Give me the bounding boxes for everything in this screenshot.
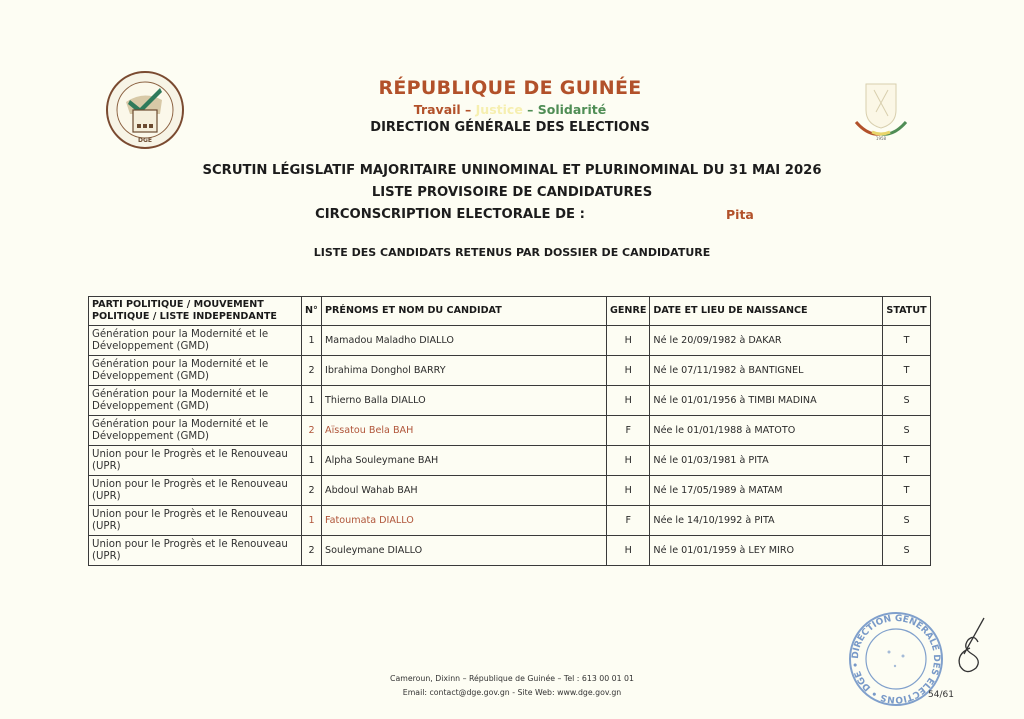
genre-cell: H (607, 476, 650, 506)
statut-cell: T (883, 326, 930, 356)
genre-cell: H (607, 446, 650, 476)
dge-ballot-box-logo-icon (104, 70, 186, 150)
candidate-name-cell: Abdoul Wahab BAH (322, 476, 607, 506)
genre-cell: F (607, 416, 650, 446)
candidate-name-cell: Aïssatou Bela BAH (322, 416, 607, 446)
column-header-name: PRÉNOMS ET NOM DU CANDIDAT (322, 297, 607, 326)
page-number: 54/61 (928, 690, 954, 700)
birth-cell: Né le 01/03/1981 à PITA (650, 446, 883, 476)
birth-cell: Né le 07/11/1982 à BANTIGNEL (650, 356, 883, 386)
statut-cell: T (883, 476, 930, 506)
birth-cell: Né le 20/09/1982 à DAKAR (650, 326, 883, 356)
column-header-party: PARTI POLITIQUE / MOUVEMENT POLITIQUE / LISTE INDEPENDANTE (89, 297, 302, 326)
election-title: SCRUTIN LÉGISLATIF MAJORITAIRE UNINOMINAL ET PLURINOMINAL DU 31 MAI 2026 (202, 163, 822, 178)
number-cell: 1 (302, 446, 322, 476)
genre-cell: F (607, 506, 650, 536)
letterhead (300, 76, 720, 137)
table-row (89, 386, 931, 416)
table-row (89, 476, 931, 506)
statut-cell: S (883, 536, 930, 566)
party-cell: Génération pour la Modernité et le Développement (GMD) (89, 356, 302, 386)
number-cell: 1 (302, 386, 322, 416)
number-cell: 2 (302, 536, 322, 566)
number-cell: 2 (302, 416, 322, 446)
statut-cell: S (883, 416, 930, 446)
birth-cell: Née le 14/10/1992 à PITA (650, 506, 883, 536)
birth-cell: Née le 01/01/1988 à MATOTO (650, 416, 883, 446)
table-row (89, 446, 931, 476)
footer-contact: Email: contact@dge.gov.gn - Site Web: www.dge.gov.gn (402, 688, 622, 697)
svg-text:DGE: DGE (137, 137, 153, 144)
genre-cell: H (607, 356, 650, 386)
party-cell: Union pour le Progrès et le Renouveau (UPR) (89, 536, 302, 566)
national-motto (300, 101, 720, 119)
circonscription-line (150, 204, 874, 226)
party-cell: Union pour le Progrès et le Renouveau (UPR) (89, 446, 302, 476)
number-cell: 1 (302, 506, 322, 536)
party-cell: Génération pour la Modernité et le Développement (GMD) (89, 416, 302, 446)
table-row (89, 506, 931, 536)
table-row (89, 326, 931, 356)
handwritten-signature-icon (950, 614, 990, 678)
page-footer (300, 672, 724, 700)
number-cell: 2 (302, 356, 322, 386)
birth-cell: Né le 01/01/1959 à LEY MIRO (650, 536, 883, 566)
guinea-coat-of-arms-icon (848, 76, 914, 142)
birth-cell: Né le 01/01/1956 à TIMBI MADINA (650, 386, 883, 416)
party-cell: Union pour le Progrès et le Renouveau (UPR) (89, 506, 302, 536)
statut-cell: S (883, 386, 930, 416)
direction-title: DIRECTION GÉNÉRALE DES ELECTIONS (370, 120, 650, 135)
circonscription-value: Pita (726, 207, 754, 222)
party-cell: Union pour le Progrès et le Renouveau (UPR) (89, 476, 302, 506)
number-cell: 2 (302, 476, 322, 506)
motto-part-justice: Justice (475, 102, 523, 117)
document-titles (150, 160, 874, 226)
statut-cell: T (883, 446, 930, 476)
svg-text:1958: 1958 (875, 136, 887, 141)
candidate-name-cell: Fatoumata DIALLO (322, 506, 607, 536)
republic-title: RÉPUBLIQUE DE GUINÉE (378, 77, 642, 99)
genre-cell: H (607, 326, 650, 356)
genre-cell: H (607, 536, 650, 566)
statut-cell: T (883, 356, 930, 386)
candidate-name-cell: Alpha Souleymane BAH (322, 446, 607, 476)
footer-address: Cameroun, Dixinn – République de Guinée – Tel : 613 00 01 01 (390, 674, 634, 683)
candidates-table (88, 296, 931, 566)
list-subtitle: LISTE DES CANDIDATS RETENUS PAR DOSSIER DE CANDIDATURE (313, 246, 711, 259)
stamp-text: DIRECTION GENERALE DES ELECTIONS • DGE • (850, 613, 942, 705)
motto-part-travail: Travail – (413, 102, 476, 117)
genre-cell: H (607, 386, 650, 416)
list-type-title: LISTE PROVISOIRE DE CANDIDATURES (371, 185, 653, 200)
candidate-name-cell: Thierno Balla DIALLO (322, 386, 607, 416)
column-header-number: N° (302, 297, 322, 326)
table-row (89, 356, 931, 386)
birth-cell: Né le 17/05/1989 à MATAM (650, 476, 883, 506)
statut-cell: S (883, 506, 930, 536)
party-cell: Génération pour la Modernité et le Développement (GMD) (89, 386, 302, 416)
candidate-name-cell: Souleymane DIALLO (322, 536, 607, 566)
candidate-name-cell: Ibrahima Donghol BARRY (322, 356, 607, 386)
number-cell: 1 (302, 326, 322, 356)
column-header-genre: GENRE (607, 297, 650, 326)
motto-part-solidarite: – Solidarité (522, 102, 607, 117)
table-row (89, 536, 931, 566)
column-header-birth: DATE ET LIEU DE NAISSANCE (650, 297, 883, 326)
party-cell: Génération pour la Modernité et le Développement (GMD) (89, 326, 302, 356)
table-header-row (89, 297, 931, 326)
candidate-name-cell: Mamadou Maladho DIALLO (322, 326, 607, 356)
column-header-statut: STATUT (883, 297, 930, 326)
circonscription-label: CIRCONSCRIPTION ELECTORALE DE : (315, 207, 585, 222)
table-row (89, 416, 931, 446)
